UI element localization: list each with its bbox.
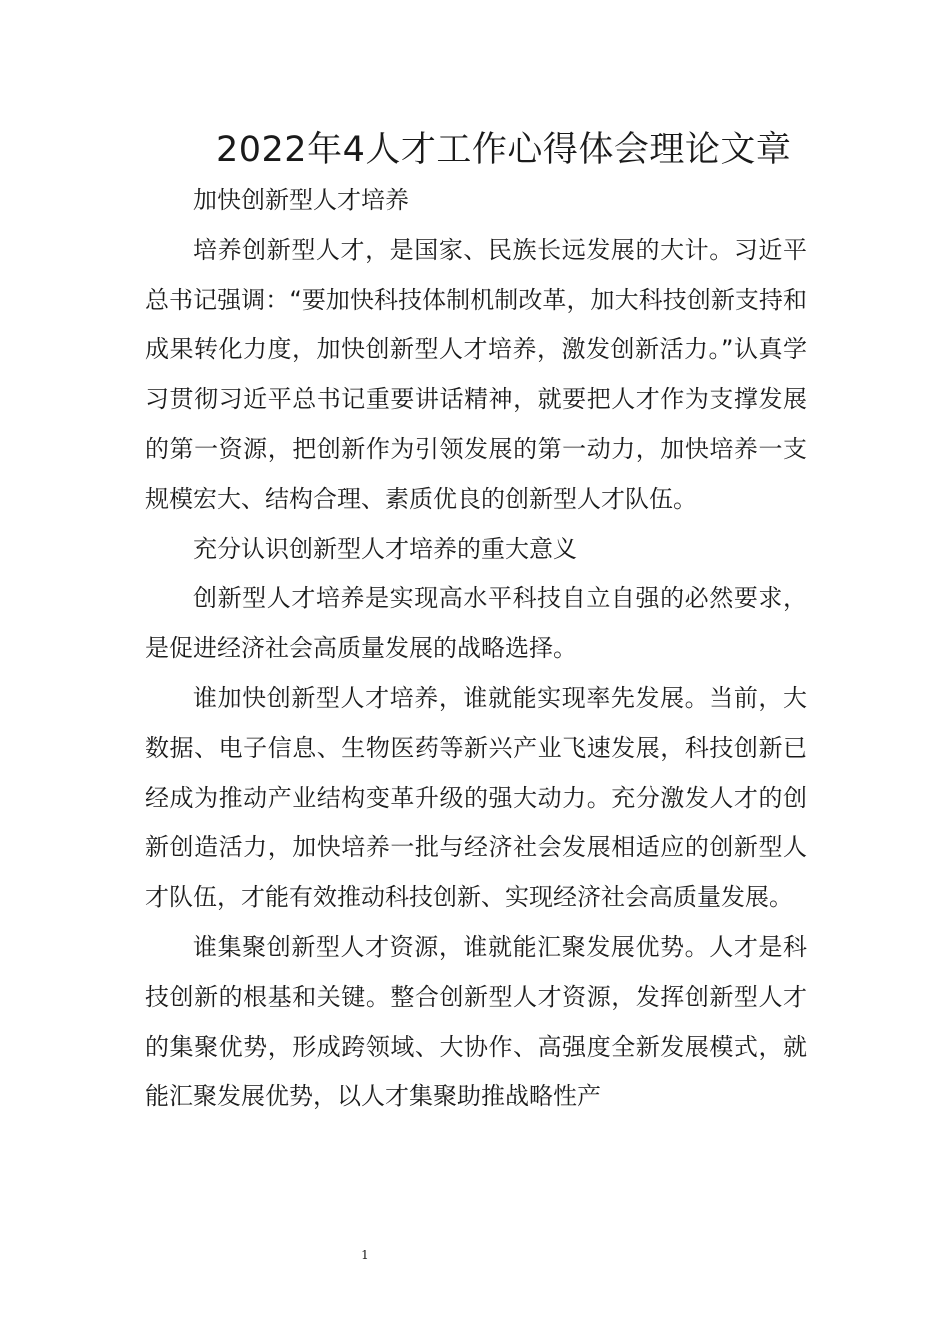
page-number: 1 <box>361 1248 369 1262</box>
body-paragraph: 谁集聚创新型人才资源，谁就能汇聚发展优势。人才是科技创新的根基和关键。整合创新型人才资源，发挥创新型人才的集聚优势，形成跨领域、大协作、高强度全新发展模式，就能汇聚发展优势，以人才集聚助推战略性产 <box>145 932 807 1111</box>
body-paragraph: 创新型人才培养是实现高水平科技自立自强的必然要求，是促进经济社会高质量发展的战略选择。 <box>145 584 807 663</box>
document-title: 2022年4人才工作心得体会理论文章 <box>216 130 792 170</box>
document-body <box>145 176 807 1122</box>
section-heading: 充分认识创新型人才培养的重大意义 <box>193 534 577 563</box>
body-paragraph: 培养创新型人才，是国家、民族长远发展的大计。习近平总书记强调：“要加快科技体制机制改革，加大科技创新支持和成果转化力度，加快创新型人才培养，激发创新活力。”认真学习贯彻习近平总书记重要讲话精神，就要把人才作为支撑发展的第一资源，把创新作为引领发展的第一动力，加快培养一支规模宏大、结构合理、素质优良的创新型人才队伍。 <box>145 235 807 513</box>
section-heading: 加快创新型人才培养 <box>193 186 409 214</box>
body-paragraph: 谁加快创新型人才培养，谁就能实现率先发展。当前，大数据、电子信息、生物医药等新兴产业飞速发展，科技创新已经成为推动产业结构变革升级的强大动力。充分激发人才的创新创造活力，加快培养一批与经济社会发展相适应的创新型人才队伍，才能有效推动科技创新、实现经济社会高质量发展。 <box>145 683 807 912</box>
